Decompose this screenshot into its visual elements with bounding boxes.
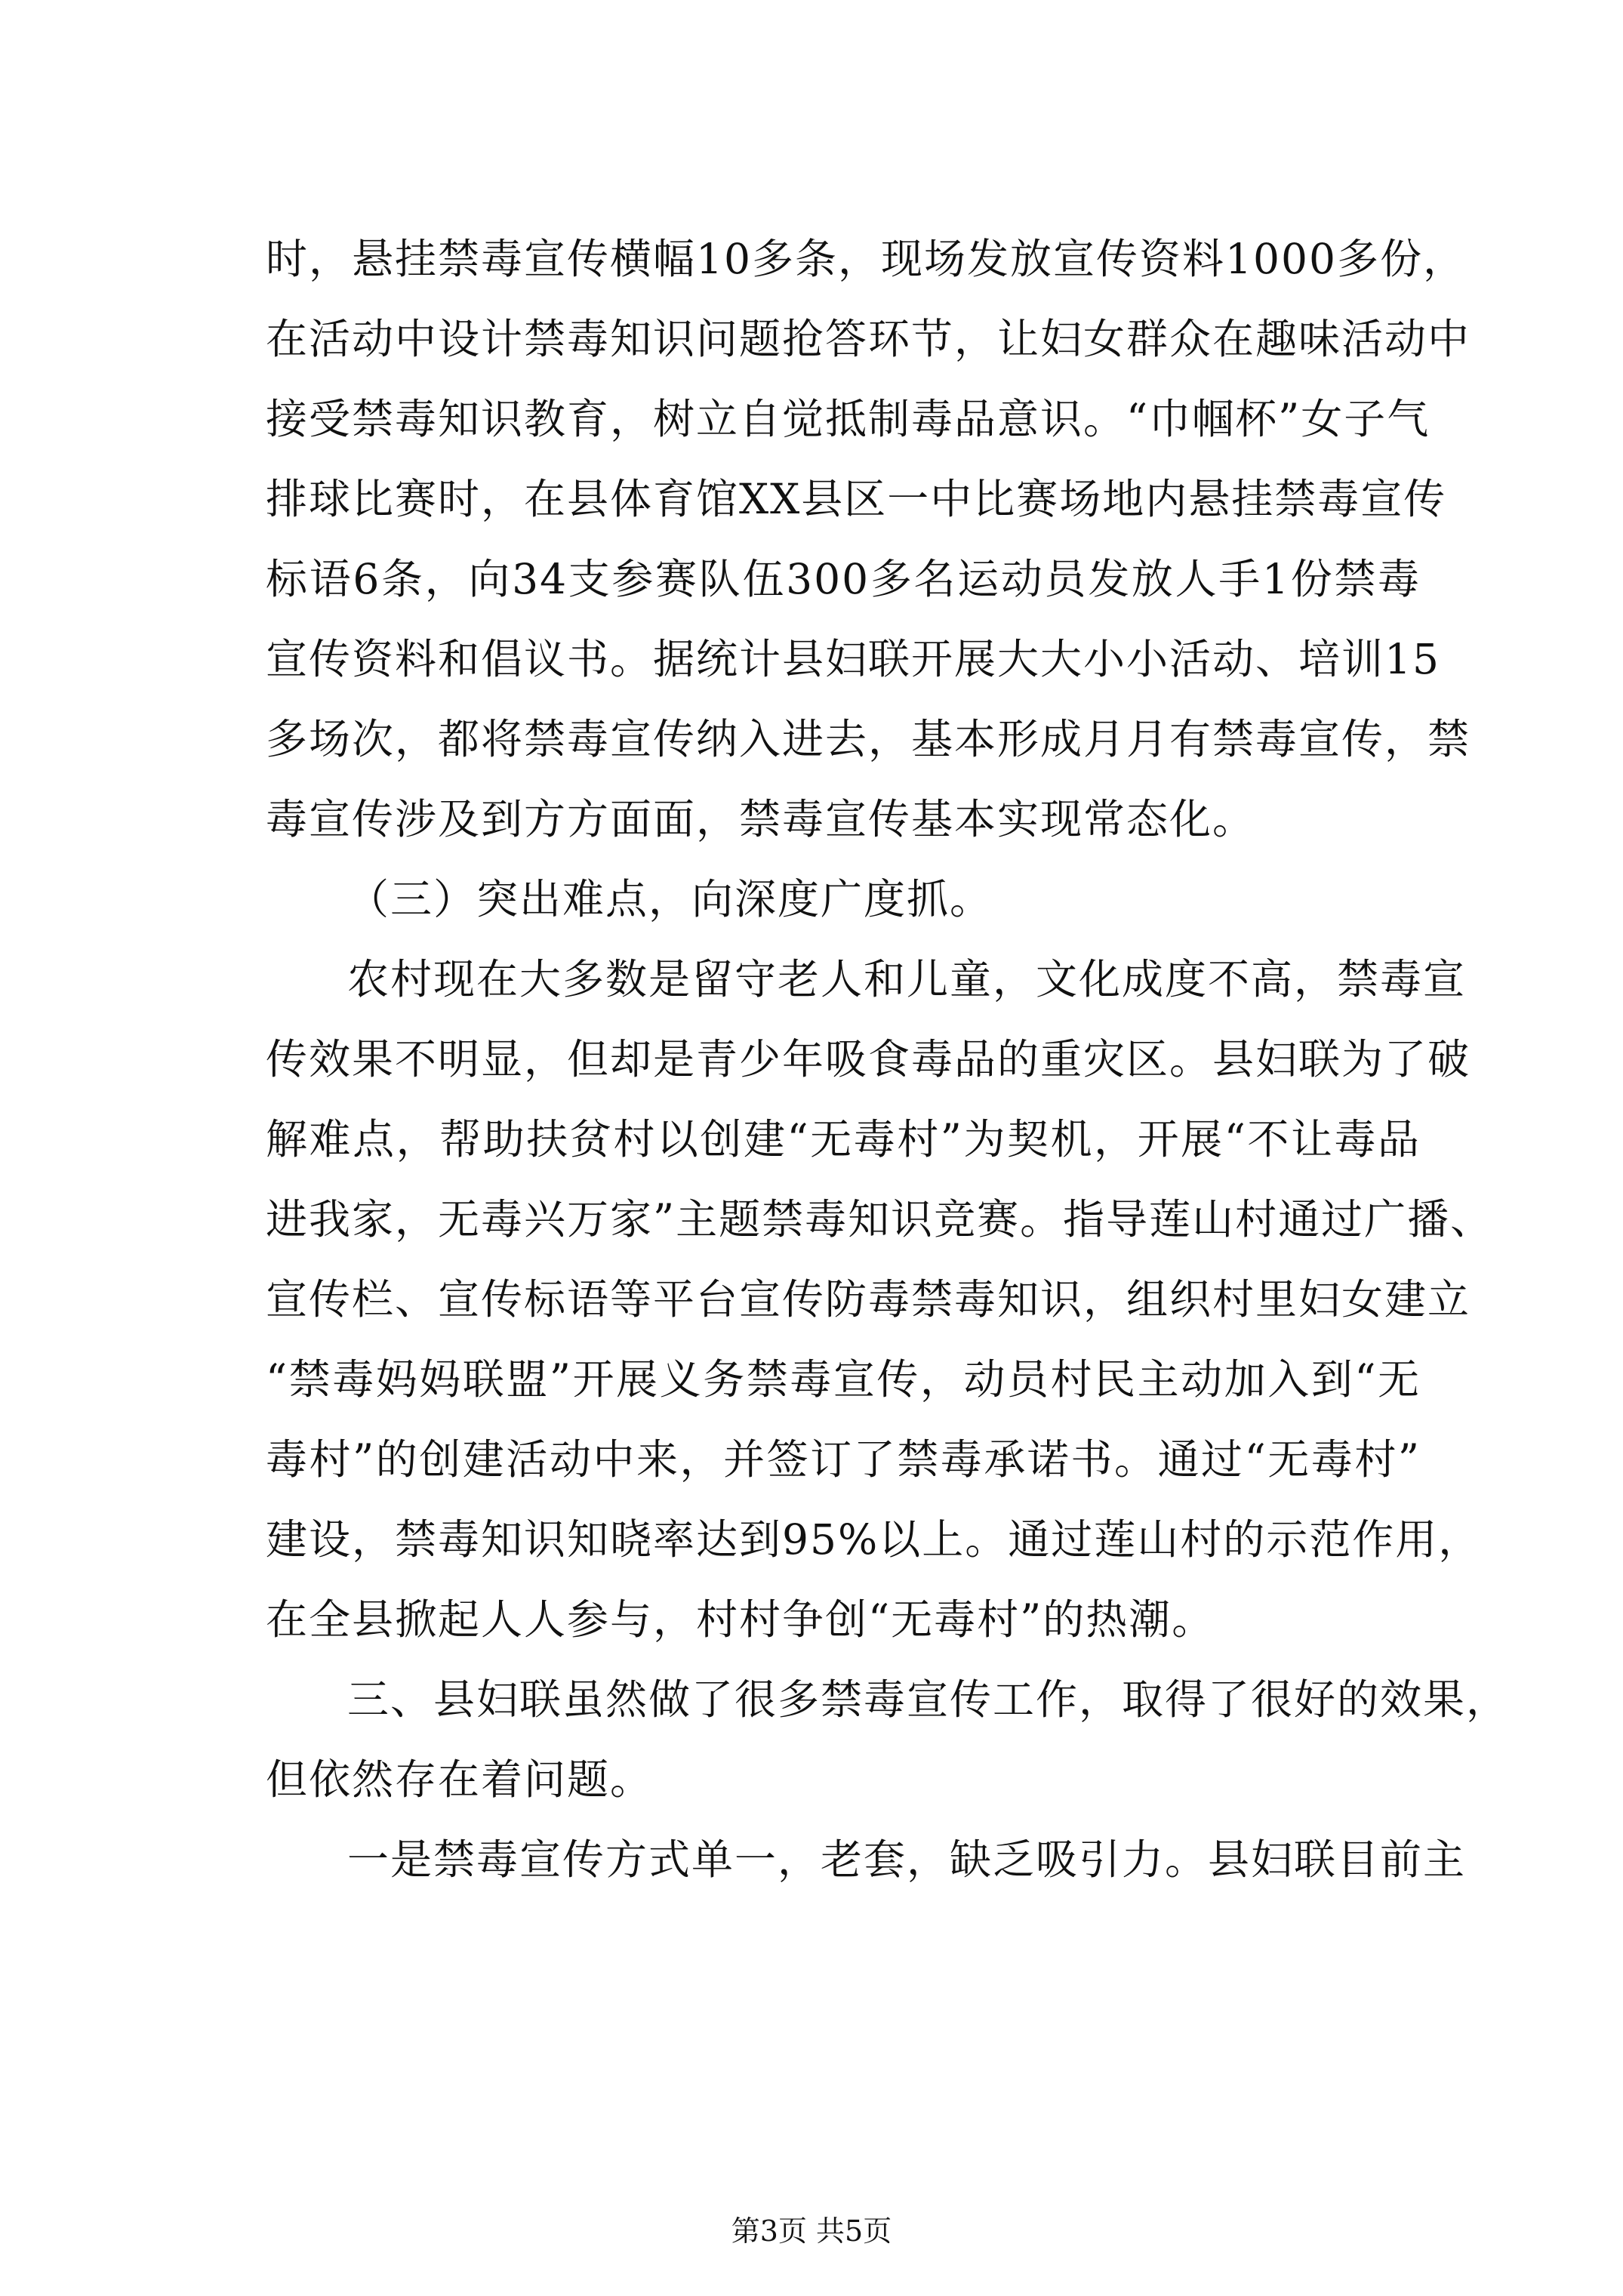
- text-line: 排球比赛时，在县体育馆XX县区一中比赛场地内悬挂禁毒宣传: [266, 475, 1447, 523]
- text-line: 解难点，帮助扶贫村以创建“无毒村”为契机，开展“不让毒品: [266, 1115, 1421, 1163]
- document-body: [266, 219, 1510, 1900]
- text-line: 农村现在大多数是留守老人和儿童，文化成度不高，禁毒宣: [347, 955, 1467, 1003]
- text-line: 毒宣传涉及到方方面面，禁毒宣传基本实现常态化。: [266, 795, 1256, 843]
- text-line: 标语6条，向34支参赛队伍300多名运动员发放人手1份禁毒: [266, 555, 1421, 603]
- text-line: 宣传资料和倡议书。据统计县妇联开展大大小小活动、培训15: [266, 635, 1440, 683]
- text-line: 时，悬挂禁毒宣传横幅10多条，现场发放宣传资料1000多份，: [266, 235, 1466, 283]
- text-line: 在活动中设计禁毒知识问题抢答环节，让妇女群众在趣味活动中: [266, 315, 1471, 363]
- text-line: 毒村”的创建活动中来，并签订了禁毒承诺书。通过“无毒村”: [266, 1435, 1421, 1484]
- text-line: “禁毒妈妈联盟”开展义务禁毒宣传，动员村民主动加入到“无: [266, 1355, 1421, 1404]
- text-line: 接受禁毒知识教育，树立自觉抵制毒品意识。“巾帼杯”女子气: [266, 395, 1431, 443]
- text-line: 多场次，都将禁毒宣传纳入进去，基本形成月月有禁毒宣传，禁: [266, 715, 1471, 763]
- text-line: 一是禁毒宣传方式单一，老套，缺乏吸引力。县妇联目前主: [347, 1835, 1467, 1884]
- text-line: 宣传栏、宣传标语等平台宣传防毒禁毒知识，组织村里妇女建立: [266, 1275, 1471, 1324]
- text-line: 在全县掀起人人参与，村村争创“无毒村”的热潮。: [266, 1595, 1215, 1644]
- text-line: 建设，禁毒知识知晓率达到95%以上。通过莲山村的示范作用，: [266, 1515, 1482, 1564]
- text-line: 但依然存在着问题。: [266, 1755, 654, 1804]
- text-line: 传效果不明显，但却是青少年吸食毒品的重灾区。县妇联为了破: [266, 1035, 1471, 1083]
- section-heading: 三、县妇联虽然做了很多禁毒宣传工作，取得了很好的效果，: [347, 1675, 1510, 1724]
- page-footer: 第3页 共5页: [731, 2214, 892, 2248]
- section-heading: （三）突出难点，向深度广度抓。: [347, 875, 993, 923]
- text-line: 进我家，无毒兴万家”主题禁毒知识竞赛。指导莲山村通过广播、: [266, 1195, 1494, 1244]
